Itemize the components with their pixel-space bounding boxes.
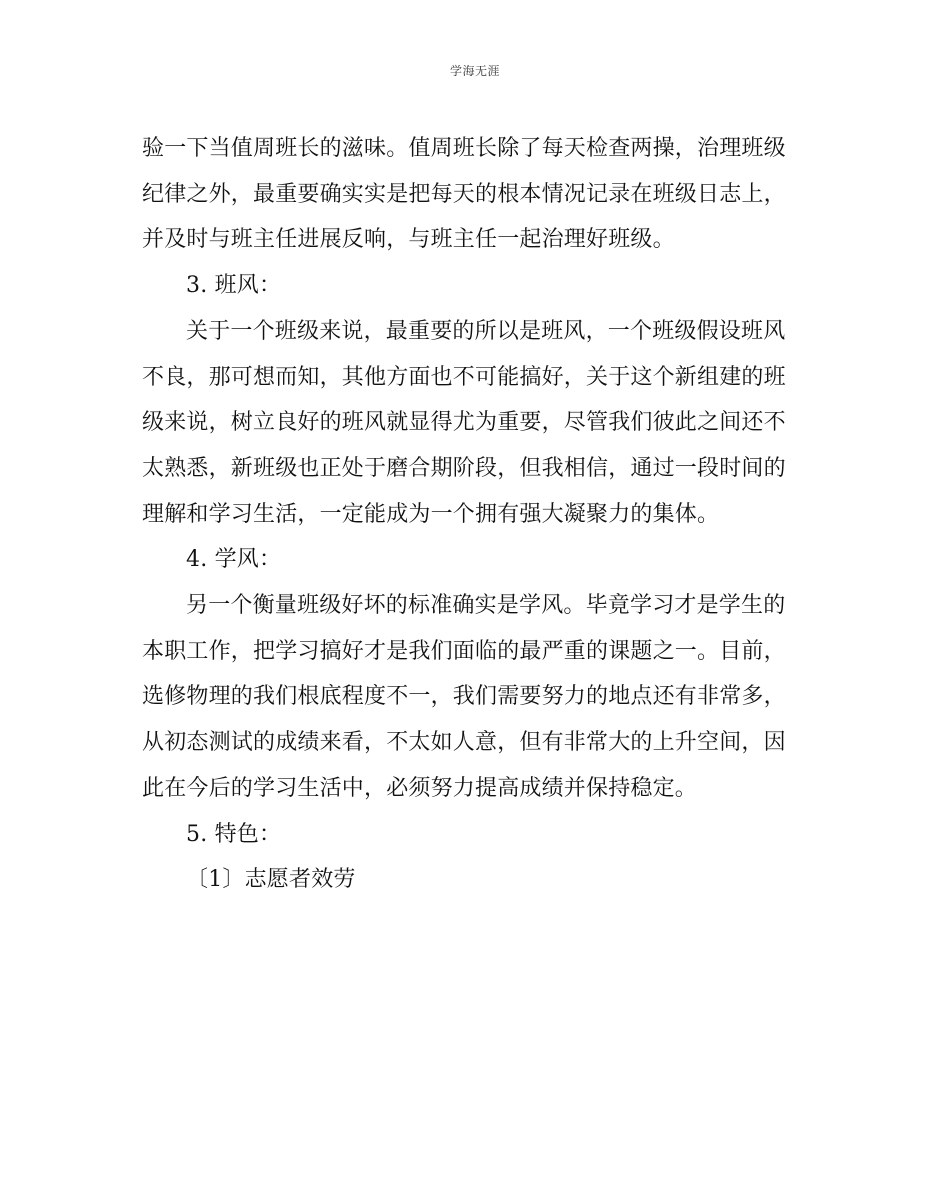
document-body <box>142 126 798 903</box>
paragraph-class-style: 关于一个班级来说，最重要的所以是班风，一个班级假设班风不良，那可想而知，其他方面也不可能搞好，关于这个新组建的班级来说，树立良好的班风就显得尤为重要，尽管我们彼此之间还不太熟悉，新班级也正处于磨合期阶段，但我相信，通过一段时间的理解和学习生活，一定能成为一个拥有强大凝聚力的集体。 <box>142 318 786 527</box>
section-heading-study-style: 4. 学风： <box>186 547 282 573</box>
paragraph-study-style: 另一个衡量班级好坏的标准确实是学风。毕竟学习才是学生的本职工作，把学习搞好才是我们面临的最严重的课题之一。目前，选修物理的我们根底程度不一，我们需要努力的地点还有非常多，从初态测试的成绩来看，不太如人意，但有非常大的上升空间，因此在今后的学习生活中，必须努力提高成绩并保持稳定。 <box>142 593 786 801</box>
sub-item-volunteer-service: 〔1〕志愿者效劳 <box>186 867 356 893</box>
section-heading-class-style: 3. 班风： <box>186 273 282 299</box>
page-header: 学海无涯 <box>449 64 500 78</box>
section-heading-features: 5. 特色： <box>186 821 282 847</box>
paragraph-continued: 验一下当值周班长的滋味。值周班长除了每天检查两操，治理班级纪律之外，最重要确实实是把每天的根本情况记录在班级日志上，并及时与班主任进展反响，与班主任一起治理好班级。 <box>142 136 786 253</box>
